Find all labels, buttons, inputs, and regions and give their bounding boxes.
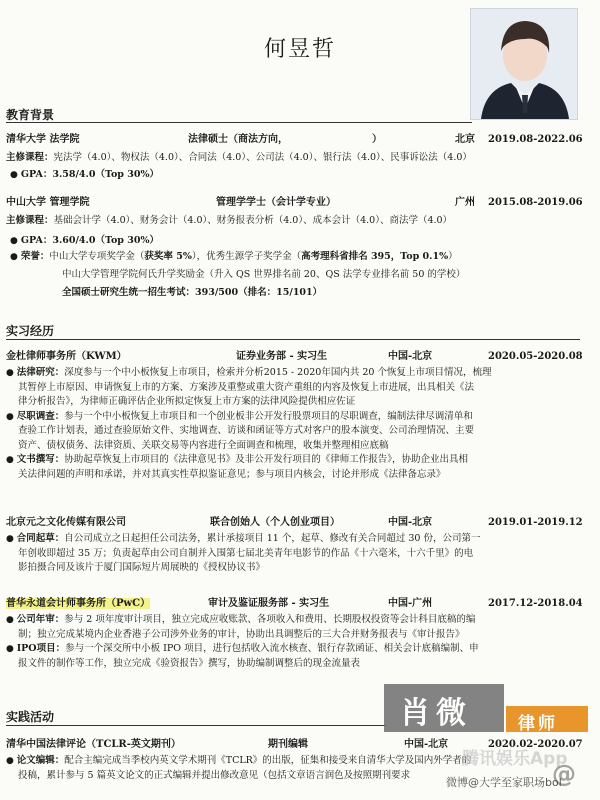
job-role: 期刊编辑 [268, 739, 308, 750]
item-text: 配合主编完成当季校内英文学术期刊《TCLR》的出版，征集和接受来自清华大学及国内外学者的 [64, 755, 472, 766]
bullet-icon: ● [6, 534, 17, 544]
item-label: 法律研究： [16, 367, 65, 378]
watermark-at: @ [552, 760, 576, 788]
school-name: 清华大学 法学院 [6, 134, 80, 145]
item-text: 参与一个深交所中小板 IPO 项目，进行包括收入流水核查、银行存款函证、相关会计底稿编制、申 [65, 643, 479, 654]
bullet-icon: ● [10, 236, 18, 246]
courses-text: 宪法学（4.0）、物权法（4.0）、合同法（4.0）、公司法（4.0）、银行法（4.0）、民事诉讼法（4.0） [53, 152, 472, 163]
job-city: 中国-北京 [388, 351, 433, 362]
honors-text: ），优秀生源学子奖学金（ [191, 251, 302, 262]
item-line [6, 532, 576, 547]
degree: 管理学学士（会计学专业） [216, 197, 336, 208]
job-role: 审计及鉴证服务部 - 实习生 [208, 598, 330, 609]
honors-text: 中山大学专项奖学金（ [49, 251, 145, 262]
job-dates: 2017.12-2018.04 [488, 598, 583, 609]
item-label: 尽职调查： [16, 410, 65, 422]
job-dates: 2019.01-2019.12 [488, 517, 583, 528]
section-title-experience: 实习经历 [6, 324, 55, 338]
watermark-text: 微博@大学至家职场bol [446, 776, 562, 789]
honors-text: ） [448, 251, 458, 262]
bullet-icon: ● [6, 615, 17, 625]
bullet-icon: ● [6, 411, 17, 422]
org-name [6, 597, 150, 610]
gpa-value: 3.60/4.0（Top 30%） [52, 235, 159, 246]
item-line [6, 642, 576, 657]
gpa-value: 3.58/4.0（Top 30%） [52, 169, 159, 180]
org-name: 金杜律师事务所（KWM） [6, 351, 127, 362]
job-city: 中国-北京 [388, 517, 433, 528]
item-text: 参与一个中小板恢复上市项目和一个创业板非公开发行股票项目的尽职调查，编制法律尽调清单和 [64, 410, 473, 422]
watermark-tag [506, 706, 588, 732]
gpa-label: GPA： [20, 235, 53, 246]
school-city: 广州 [455, 197, 475, 208]
job-city: 中国-北京 [404, 739, 449, 750]
experience-item [6, 532, 576, 576]
item-line: 年创收即超过 35 万；负责起草由公司自制并入围第七届北美青年电影节的作品《十六毫米，十六千里》的电 [18, 547, 474, 559]
gpa-label: GPA： [20, 169, 53, 180]
item-line: 制；独立完成某境内企业香港子公司涉外业务的审计，协助出具调整后的三大合并财务报表与《审计报告》 [18, 628, 465, 640]
item-line [6, 613, 576, 628]
honors-label: 荣誉： [20, 251, 50, 262]
courses-label: 主修课程： [6, 215, 54, 226]
item-label: 文书撰写： [16, 454, 65, 465]
honors-text: 高考理科省排名 395，Top 0.1% [301, 251, 449, 262]
item-line: 关法律问题的声明和承诺，并对其真实性草拟鉴证意见；参与项目内核会，讨论并形成《法律备忘录》 [18, 468, 446, 480]
honors-line: 中山大学管理学院何氏升学奖励金（升入 QS 世界排名前 20、QS 法学专业排名前 50 的学校） [62, 269, 466, 280]
courses-label: 主修课程： [6, 152, 54, 163]
item-line [6, 410, 576, 425]
item-line: 律分析报告》，为律师正确评估企业所拟定恢复上市方案的法律风险提供相应佐证 [18, 396, 356, 407]
honors-line: 全国硕士研究生统一招生考试：393/500（排名：15/101） [62, 287, 323, 298]
degree: 法律硕士（商法方向， [188, 134, 288, 145]
section-divider [6, 339, 580, 340]
item-text: 协助起草恢复上市项目的《法律意见书》及非公开发行项目的《律师工作报告》，协助企业出具相 [64, 454, 468, 465]
item-line [6, 366, 576, 381]
item-label: 公司年审： [16, 614, 65, 625]
item-line: 投稿，累计参与 5 篇英文论文的正式编辑并提出修改意见（包括文章语言润色及按照期刊要求 [18, 769, 411, 781]
bullet-icon: ● [10, 252, 18, 262]
watermark-weibo [446, 774, 562, 790]
section-divider [6, 725, 386, 726]
experience-item [6, 613, 576, 671]
org-name: 北京元之文化传媒有限公司 [6, 517, 126, 528]
item-label: IPO项目： [16, 643, 66, 654]
item-label: 合同起草： [16, 533, 65, 544]
courses-text: 基础会计学（4.0）、财务会计（4.0）、财务报表分析（4.0）、成本会计（4.0）、商法学（4.0） [53, 215, 453, 226]
org-name: 清华中国法律评论（TCLR-英文期刊） [6, 739, 181, 750]
watermark-text: 肖微 [400, 696, 472, 731]
bullet-icon: ● [6, 644, 17, 654]
watermark-app: 腾讯娱乐App [462, 749, 568, 769]
profile-photo [470, 8, 578, 120]
bullet-icon: ● [6, 368, 17, 378]
item-text: 参与 2 项年度审计项目，独立完成应收账款、各项收入和费用、长期股权投资等会计科目底稿的编 [64, 614, 476, 625]
highlighted-org: 普华永道会计师事务所（PwC） [6, 598, 151, 609]
candidate-name: 何昱哲 [263, 37, 336, 62]
watermark-banner [384, 684, 504, 732]
bullet-icon: ● [6, 455, 17, 465]
honors-text: 获奖率 5% [144, 251, 192, 262]
job-role: 联合创始人（个人创业项目） [210, 517, 340, 528]
bullet-icon: ● [10, 170, 18, 180]
job-dates: 2020.05-2020.08 [488, 351, 583, 362]
job-dates: 2020.02-2020.07 [488, 739, 583, 750]
item-line: 查验工作计划表，通过查验原始文件、实地调查、访谈和函证等方式对客户的股本演变、公司治理情况、主要 [18, 425, 475, 436]
item-line: 报文件的制作等工作，独立完成《验资报告》撰写，协助编制调整后的现金流量表 [18, 657, 361, 669]
job-role: 证券业务部 - 实习生 [236, 351, 328, 362]
bullet-icon: ● [6, 756, 17, 766]
school-city: 北京 [455, 134, 475, 145]
section-title-practice: 实践活动 [6, 710, 55, 724]
watermark-text: 律师 [518, 714, 558, 734]
degree-tail: ） [372, 134, 382, 145]
school-name: 中山大学 管理学院 [6, 197, 90, 208]
section-divider [6, 122, 472, 123]
item-label: 论文编辑： [16, 755, 65, 766]
school-dates: 2015.08-2019.06 [488, 197, 583, 208]
school-dates: 2019.08-2022.06 [488, 134, 583, 145]
section-title-education: 教育背景 [6, 108, 55, 122]
item-line: 影拍摄合同及该片于厦门国际短片周展映的《授权协议书》 [18, 562, 266, 573]
item-line: 其暂停上市原因、申请恢复上市的方案、方案涉及重整或重大资产重组的内容及恢复上市进展，出具相关《法 [18, 381, 475, 393]
experience-item [6, 366, 576, 482]
item-text: 自公司成立之日起担任公司法务，累计承接项目 11 个，起草、修改有关合同超过 30 份，公司第一 [64, 533, 481, 544]
item-text: 深度参与一个中小板恢复上市项目，检索并分析2015 - 2020年国内共 20 个恢复上市项目情况，梳理 [64, 367, 492, 378]
item-line [6, 453, 576, 468]
job-city: 中国-广州 [388, 598, 433, 609]
item-line: 资产、债权债务、法律资质、关联交易等内容进行全面调查和梳理，收集并整理相应底稿 [18, 439, 389, 451]
